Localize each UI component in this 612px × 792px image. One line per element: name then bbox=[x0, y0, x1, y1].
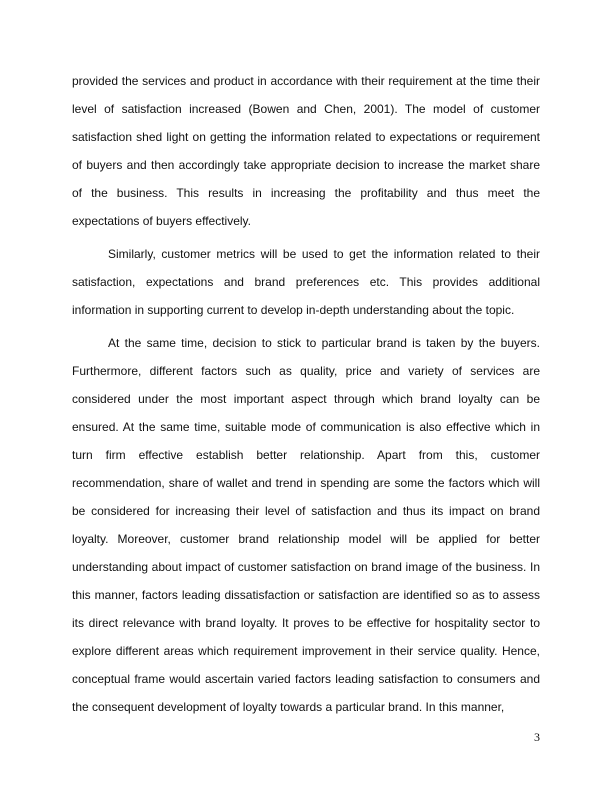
body-text bbox=[72, 67, 540, 721]
page-number: 3 bbox=[534, 730, 540, 744]
paragraph-customer-metrics: Similarly, customer metrics will be used to get the information related to their satisfaction, expectations and brand preferences etc. This provides additional information in supporting current to develop in-depth understanding about the topic. bbox=[72, 247, 540, 317]
paragraph-continuation: provided the services and product in accordance with their requirement at the time their level of satisfaction increased (Bowen and Chen, 2001). The model of customer satisfaction shed light on getting the information related to expectations or requirement of buyers and then accordingly take appropriate decision to increase the market share of the business. This results in increasing the profitability and thus meet the expectations of buyers effectively. bbox=[72, 74, 540, 228]
paragraph-brand-loyalty: At the same time, decision to stick to particular brand is taken by the buyers. Furthermore, different factors such as quality, price and variety of services are considered under the most important aspect through which brand loyalty can be ensured. At the same time, suitable mode of communication is also effective which in turn firm effective establish better relationship. Apart from this, customer recommendation, share of wallet and trend in spending are some the factors which will be considered for increasing their level of satisfaction and thus its impact on brand loyalty. Moreover, customer brand relationship model will be applied for better understanding about impact of customer satisfaction on brand image of the business. In this manner, factors leading dissatisfaction or satisfaction are identified so as to assess its direct relevance with brand loyalty. It proves to be effective for hospitality sector to explore different areas which requirement improvement in their service quality. Hence, conceptual frame would ascertain varied factors leading satisfaction to consumers and the consequent development of loyalty towards a particular brand. In this manner, bbox=[72, 336, 540, 714]
